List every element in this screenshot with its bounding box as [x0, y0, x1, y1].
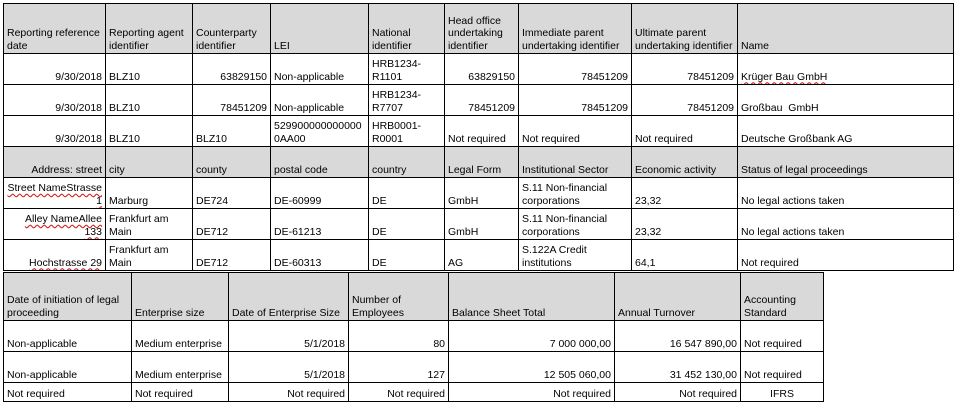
table-cell: Not required	[615, 383, 741, 402]
table-cell: DE-61213	[271, 209, 369, 240]
table2-header-row	[4, 147, 954, 178]
table-cell: Not required	[449, 383, 615, 402]
table-cell: Frankfurt am Main	[106, 240, 193, 271]
col-header: Legal Form	[445, 147, 519, 178]
table-cell: No legal actions taken	[738, 178, 954, 209]
table-cell: 127	[349, 352, 449, 383]
table-cell: 31 452 130,00	[615, 352, 741, 383]
enterprise-table	[3, 272, 824, 402]
table-cell: S.11 Non-financial corporations	[519, 209, 632, 240]
table-cell: Not required	[741, 321, 824, 352]
col-header: Immediate parent undertaking identifier	[519, 4, 632, 54]
table-cell: No legal actions taken	[738, 209, 954, 240]
table-cell: Frankfurt am Main	[106, 209, 193, 240]
col-header: Accounting Standard	[741, 273, 824, 321]
table-cell: Not required	[741, 352, 824, 383]
col-header: Annual Turnover	[615, 273, 741, 321]
table-cell: DE712	[193, 209, 271, 240]
table-cell: Street NameStrasse 1	[4, 178, 106, 209]
col-header: Name	[738, 4, 954, 54]
table-cell: Non-applicable	[271, 85, 369, 116]
table-cell: Not required	[349, 383, 449, 402]
col-header: country	[369, 147, 445, 178]
table-cell: 9/30/2018	[4, 85, 106, 116]
table-cell: Not required	[632, 116, 738, 147]
table-cell: 78451209	[632, 85, 738, 116]
table-cell: DE724	[193, 178, 271, 209]
col-header: Address: street	[4, 147, 106, 178]
col-header: LEI	[271, 4, 369, 54]
table-cell: AG	[445, 240, 519, 271]
table-cell: 9/30/2018	[4, 116, 106, 147]
col-header: postal code	[271, 147, 369, 178]
col-header: Date of Enterprise Size	[229, 273, 349, 321]
col-header: Institutional Sector	[519, 147, 632, 178]
col-header: Economic activity	[632, 147, 738, 178]
table-cell: DE	[369, 240, 445, 271]
table-cell: S.11 Non-financial corporations	[519, 178, 632, 209]
col-header: Status of legal proceedings	[738, 147, 954, 178]
table-cell: 78451209	[445, 85, 519, 116]
table-cell: Not required	[132, 383, 229, 402]
table-cell: GmbH	[445, 209, 519, 240]
table-cell: Not required	[445, 116, 519, 147]
table-cell: BLZ10	[106, 116, 193, 147]
table-cell: IFRS	[741, 383, 824, 402]
table-cell: 12 505 060,00	[449, 352, 615, 383]
col-header: Date of initiation of legal proceeding	[4, 273, 132, 321]
table-cell: Not required	[738, 240, 954, 271]
table-cell: 78451209	[519, 54, 632, 85]
table-cell: HRB1234-R1101	[369, 54, 445, 85]
table-cell: Großbau GmbH	[738, 85, 954, 116]
table-cell: Deutsche Großbank AG	[738, 116, 954, 147]
table-row	[4, 240, 954, 271]
table-cell: Medium enterprise	[132, 321, 229, 352]
table-cell: Non-applicable	[4, 352, 132, 383]
table3-header-row	[4, 273, 824, 321]
table-cell: HRB1234-R7707	[369, 85, 445, 116]
table-cell: BLZ10	[193, 116, 271, 147]
table-cell: 23,32	[632, 209, 738, 240]
table-cell: 5299000000000000AA00	[271, 116, 369, 147]
table-cell: BLZ10	[106, 85, 193, 116]
col-header: National identifier	[369, 4, 445, 54]
table-row	[4, 116, 954, 147]
table-cell: DE	[369, 178, 445, 209]
table-cell: 5/1/2018	[229, 352, 349, 383]
table-cell: Alley NameAllee 133	[4, 209, 106, 240]
table-cell: Marburg	[106, 178, 193, 209]
col-header: Counterparty identifier	[193, 4, 271, 54]
table-cell: 80	[349, 321, 449, 352]
table-cell: HRB0001-R0001	[369, 116, 445, 147]
table-cell: BLZ10	[106, 54, 193, 85]
counterparty-table	[3, 3, 954, 271]
col-header: city	[106, 147, 193, 178]
table-cell: 78451209	[519, 85, 632, 116]
col-header: county	[193, 147, 271, 178]
table-cell: 78451209	[193, 85, 271, 116]
table1-header-row	[4, 4, 954, 54]
table-row	[4, 209, 954, 240]
table-cell: 9/30/2018	[4, 54, 106, 85]
table-cell: 5/1/2018	[229, 321, 349, 352]
table-cell: 63829150	[445, 54, 519, 85]
col-header: Enterprise size	[132, 273, 229, 321]
col-header: Balance Sheet Total	[449, 273, 615, 321]
table-cell: Hochstrasse 29	[4, 240, 106, 271]
table-cell: 23,32	[632, 178, 738, 209]
col-header: Head office undertaking identifier	[445, 4, 519, 54]
table-cell: 16 547 890,00	[615, 321, 741, 352]
table-cell: Not required	[4, 383, 132, 402]
table-row	[4, 321, 824, 352]
table-row	[4, 383, 824, 402]
table-cell: 78451209	[632, 54, 738, 85]
table-row	[4, 85, 954, 116]
col-header: Reporting agent identifier	[106, 4, 193, 54]
table-cell: Non-applicable	[271, 54, 369, 85]
table-cell: DE712	[193, 240, 271, 271]
table-cell: DE	[369, 209, 445, 240]
table-cell: DE-60999	[271, 178, 369, 209]
table-cell: 64,1	[632, 240, 738, 271]
col-header: Number of Employees	[349, 273, 449, 321]
table-cell: Non-applicable	[4, 321, 132, 352]
col-header: Reporting reference date	[4, 4, 106, 54]
table-cell: Medium enterprise	[132, 352, 229, 383]
table-row	[4, 54, 954, 85]
table-cell: S.122A Credit institutions	[519, 240, 632, 271]
table-cell: Not required	[229, 383, 349, 402]
table-row	[4, 178, 954, 209]
table-cell: DE-60313	[271, 240, 369, 271]
table-cell: Not required	[519, 116, 632, 147]
table-cell: 7 000 000,00	[449, 321, 615, 352]
table-cell: Krüger Bau GmbH	[738, 54, 954, 85]
table-cell: GmbH	[445, 178, 519, 209]
table-cell: 63829150	[193, 54, 271, 85]
col-header: Ultimate parent undertaking identifier	[632, 4, 738, 54]
table-row	[4, 352, 824, 383]
